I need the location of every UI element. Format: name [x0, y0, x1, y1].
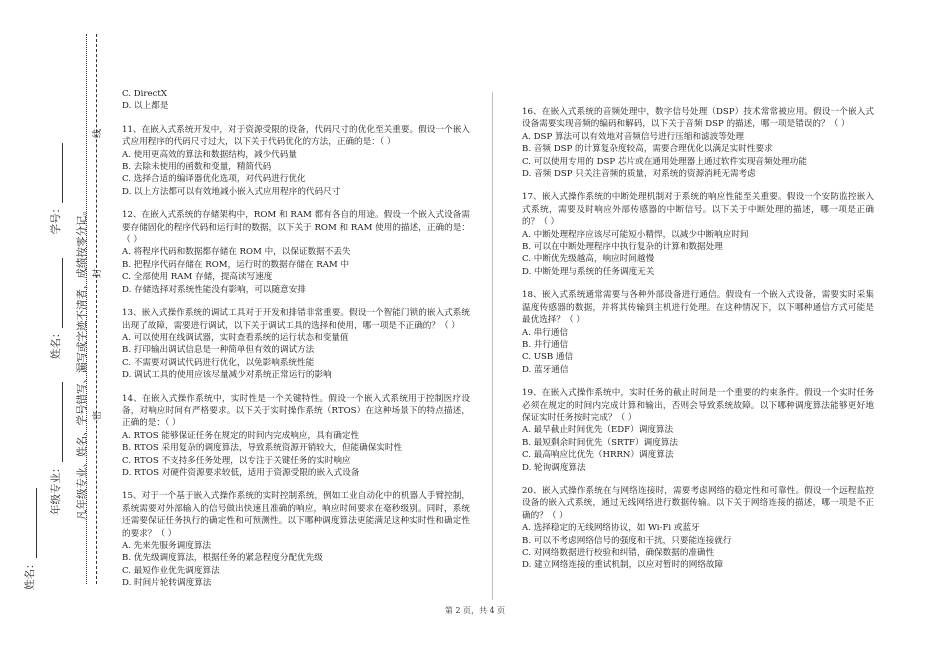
option: C. DirectX	[122, 89, 167, 99]
question-stem: 16、在嵌入式系统的音频处理中，数字信号处理（DSP）技术常常被应用。假设一个嵌入式设备需要实现音频的编码和解码，以下关于音频 DSP 的描述，哪一项是错误的？（ ）	[522, 107, 874, 130]
question-stem: 18、嵌入式系统通常需要与各种外部设备进行通信。假设有一个嵌入式设备，需要实时采集温度传感器的数据，并将其传输到主机进行处理。在这种情况下，以下哪种通信方式可能是最优选择？（ ）	[522, 290, 874, 326]
warning-notice: 凡年级专业、姓名、学号错写、漏写或字迹不清者，成绩按零分记。	[76, 205, 88, 520]
mark-feng: 封	[93, 268, 103, 278]
option: A. 使用更高效的算法和数据结构，减少代码量	[122, 149, 297, 160]
option: C. 全部使用 RAM 存储，提高读写速度	[122, 272, 273, 283]
option: B. 把程序代码存储在 ROM，运行时的数据存储在 RAM 中	[122, 259, 350, 270]
option: C. 对网络数据进行校验和纠错，确保数据的准确性	[522, 548, 715, 558]
question-stem: 13、嵌入式操作系统的调试工具对于开发和排错非常重要。假设一个智能门锁的嵌入式系统出现了故障，需要进行调试，以下关于调试工具的选择和使用，哪一项是不正确的？（ ）	[122, 308, 470, 331]
option: D. 时间片轮转调度算法	[122, 578, 212, 589]
option: C. 不需要对调试代码进行优化，以免影响系统性能	[122, 357, 315, 368]
binding-margin	[0, 0, 105, 672]
question-stem: 11、在嵌入式系统开发中，对于资源受限的设备，代码尺寸的优化至关重要。假设一个嵌入式应用程序的代码尺寸过大，以下关于代码优化的方法，正确的是：（ ）	[122, 124, 470, 148]
option: B. 音频 DSP 的计算复杂度较高，需要合理优化以满足实时性要求	[522, 144, 773, 155]
option: D. 音频 DSP 只关注音频的质量，对系统的资源消耗无需考虑	[522, 169, 756, 180]
question-18	[522, 289, 874, 376]
question-13	[122, 307, 470, 381]
question-17	[522, 191, 874, 278]
option: D. 轮询调度算法	[522, 462, 586, 473]
question-14	[122, 393, 470, 480]
question-stem: 14、在嵌入式操作系统中，实时性是一个关键特性。假设一个嵌入式系统用于控制医疗设备，对响应时间有严格要求。以下关于实时操作系统（RTOS）在这种场景下的特点描述，正确的是：（ ）	[122, 393, 470, 429]
question-15	[122, 490, 470, 589]
option: D. 调试工具的使用应该尽量减少对系统正常运行的影响	[122, 370, 332, 381]
question-stem: 15、对于一个基于嵌入式操作系统的实时控制系统，例如工业自动化中的机器人手臂控制，系统需要对外部输入的信号做出快速且准确的响应，响应时间要求在毫秒级别。同时，系统还需要保证任务执行的确定性和可预测性。以下哪种调度算法更能满足这种实时性和确定性的要求？（ ）	[122, 491, 470, 539]
option: B. 可以在中断处理程序中执行复杂的计算和数据处理	[522, 242, 723, 253]
option: D. 以上方法都可以有效地减小嵌入式应用程序的代码尺寸	[122, 186, 341, 197]
grade-major-label: 年级专业： 姓名： 学号：	[48, 143, 63, 515]
option: B. 优先级调度算法，根据任务的紧急程度分配优先级	[122, 553, 323, 564]
option: D. 以上都是	[122, 101, 169, 112]
right-column	[522, 106, 874, 583]
question-stem: 17、嵌入式操作系统的中断处理机制对于系统的响应性能至关重要。假设一个安防监控嵌入式系统，需要及时响应外部传感器的中断信号。以下关于中断处理的描述，哪一项是正确的？（ ）	[522, 192, 874, 228]
option: A. 中断处理程序应该尽可能短小精悍，以减少中断响应时间	[522, 229, 749, 240]
option: C. 中断优先级越高，响应时间越慢	[522, 254, 655, 265]
option: A. 可以使用在线调试器，实时查看系统的运行状态和变量值	[122, 332, 349, 343]
option: D. RTOS 对硬件资源要求较低，适用于资源受限的嵌入式设备	[122, 467, 360, 478]
option: A. 将程序代码和数据都存储在 ROM 中，以保证数据不丢失	[122, 247, 351, 258]
option: D. 蓝牙通信	[522, 364, 569, 375]
option: C. 最高响应比优先（HRRN）调度算法	[522, 450, 674, 461]
option: D. 建立网络连接的重试机制，以应对暂时的网络故障	[522, 560, 724, 571]
option: A. 最早截止时间优先（EDF）调度算法	[522, 425, 674, 436]
option: A. 先来先服务调度算法	[122, 541, 212, 551]
option: B. 最短剩余时间优先（SRTF）调度算法	[522, 437, 678, 448]
mark-mi: 密	[93, 410, 103, 420]
question-stem: 20、嵌入式操作系统在与网络连接时，需要考虑网络的稳定性和可靠性。假设一个远程监控设备的嵌入式系统，通过无线网络进行数据传输。以下关于网络连接的描述，哪一项是不正确的？（ ）	[522, 485, 874, 521]
question-19	[522, 387, 874, 474]
option: A. DSP 算法可以有效地对音频信号进行压缩和滤波等处理	[522, 131, 745, 142]
option: C. RTOS 不支持多任务处理，以专注于关键任务的实时响应	[122, 455, 351, 466]
option: A. 选择稳定的无线网络协议，如 Wi-Fi 或蓝牙	[522, 523, 700, 534]
question-stem: 19、在嵌入式操作系统中，实时任务的截止时间是一个重要的约束条件。假设一个实时任务必须在规定的时间内完成计算和输出，否则会导致系统故障。以下哪种调度算法能够更好地保证实时任务按时完成？（ ）	[522, 388, 874, 423]
option: B. 去除未使用的函数和变量，精简代码	[122, 162, 272, 173]
option: C. 选择合适的编译器优化选项，对代码进行优化	[122, 174, 306, 185]
seat-label: 姓名：	[22, 489, 37, 591]
option: C. USB 通信	[522, 352, 574, 363]
option: A. 串行通信	[522, 327, 569, 338]
question-11	[122, 124, 470, 198]
option: B. 可以不考虑网络信号的强度和干扰，只要能连接就行	[522, 535, 732, 546]
question-16	[522, 106, 874, 180]
mark-xian: 线	[93, 128, 103, 138]
option: C. 最短作业优先调度算法	[122, 565, 220, 576]
column-divider	[492, 92, 493, 600]
option: A. RTOS 能够保证任务在规定的时间内完成响应，具有确定性	[122, 430, 360, 441]
option: B. 并行通信	[522, 339, 569, 350]
page-footer: 第 2 页，共 4 页	[444, 606, 506, 615]
option: B. 打印输出调试信息是一种简单但有效的调试方法	[122, 345, 315, 356]
question-12	[122, 209, 470, 296]
question-20	[522, 485, 874, 572]
left-column	[122, 88, 470, 601]
cut-line-outer	[96, 34, 97, 584]
option: D. 中断处理与系统的任务调度无关	[522, 266, 655, 277]
option: B. RTOS 采用复杂的调度算法，导致系统资源开销较大，但能确保实时性	[122, 443, 403, 454]
option: C. 可以使用专用的 DSP 芯片或在通用处理器上通过软件实现音频处理功能	[522, 156, 807, 167]
question-continuation	[122, 88, 470, 113]
option: D. 存储选择对系统性能没有影响，可以随意安排	[122, 284, 306, 295]
question-stem: 12、在嵌入式系统的存储架构中，ROM 和 RAM 都有各自的用途。假设一个嵌入式设备需要存储固化的程序代码和运行时的数据，以下关于 ROM 和 RAM 使用的描述，正确的是：（ ）	[122, 210, 470, 246]
